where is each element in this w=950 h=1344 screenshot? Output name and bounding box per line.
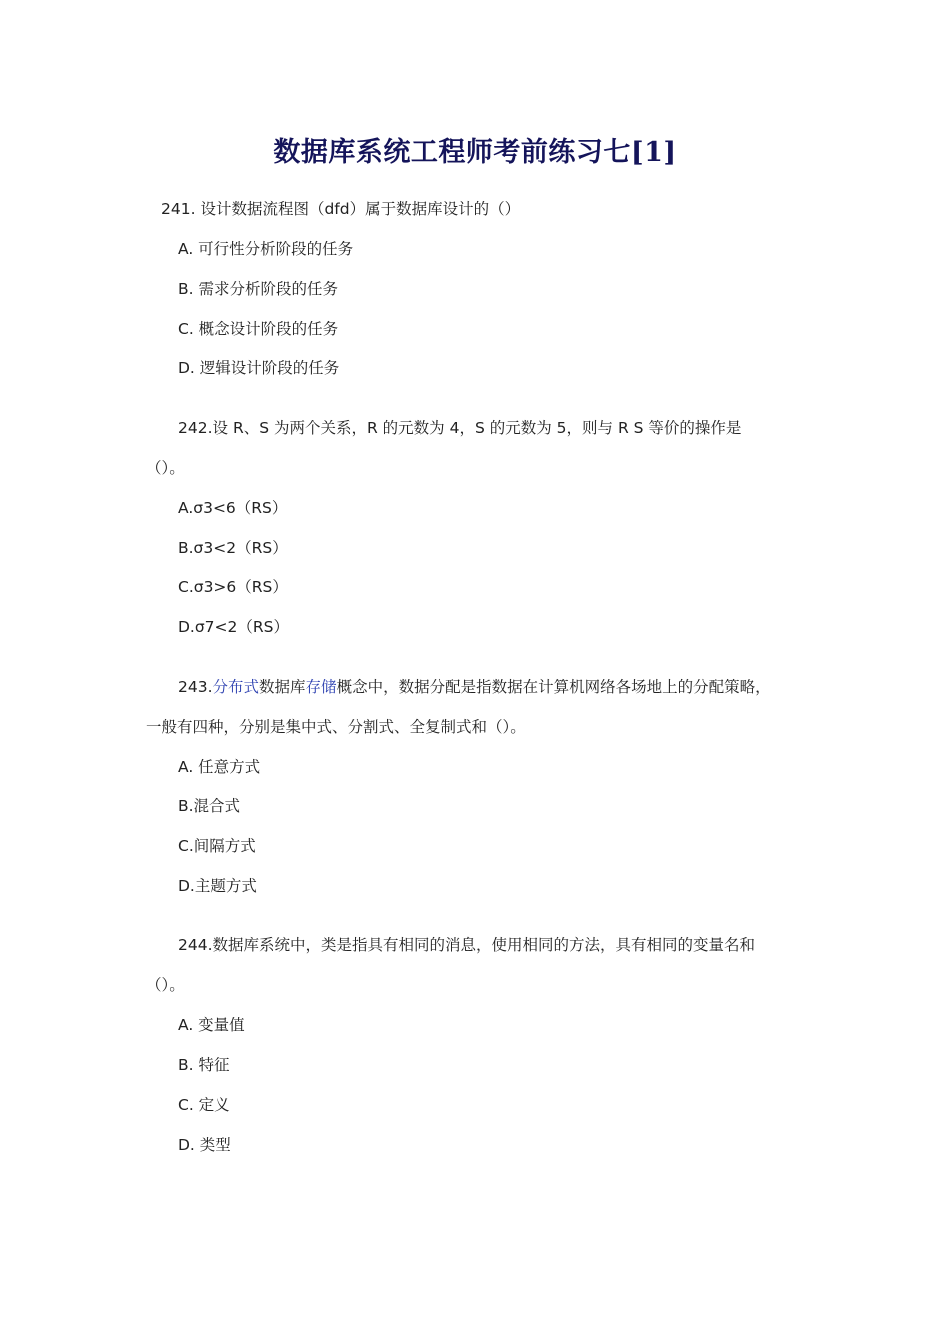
option-241-d: D. 逻辑设计阶段的任务 — [178, 359, 340, 377]
link-distributed[interactable]: 分布式 — [212, 678, 260, 696]
option-244-c: C. 定义 — [178, 1096, 230, 1114]
stem-243-rest: 概念中，数据分配是指数据在计算机网络各场地上的分配策略， — [336, 678, 771, 696]
option-241-a: A. 可行性分析阶段的任务 — [178, 240, 354, 258]
option-243-a: A. 任意方式 — [178, 758, 261, 776]
question-stem-244-cont: （）。 — [146, 976, 185, 994]
option-243-b: B.混合式 — [178, 797, 241, 815]
option-242-d: D.σ7<2（RS） — [178, 618, 290, 636]
option-242-c: C.σ3>6（RS） — [178, 578, 288, 596]
question-stem-242: 242.设 R、S 为两个关系，R 的元数为 4，S 的元数为 5，则与 R S 等价的操作是 — [178, 419, 742, 437]
stem-243-mid: 数据库 — [259, 678, 306, 696]
option-244-d: D. 类型 — [178, 1136, 231, 1154]
question-stem-242-cont: （）。 — [146, 459, 185, 477]
option-242-b: B.σ3<2（RS） — [178, 539, 288, 557]
page-title: 数据库系统工程师考前练习七[1] — [273, 137, 677, 168]
link-storage[interactable]: 存储 — [305, 678, 337, 696]
option-241-c: C. 概念设计阶段的任务 — [178, 320, 339, 338]
question-stem-243 — [178, 677, 771, 697]
question-stem-244: 244.数据库系统中，类是指具有相同的消息，使用相同的方法，具有相同的变量名和 — [178, 936, 756, 954]
option-243-c: C.间隔方式 — [178, 837, 256, 855]
question-stem-241: 241. 设计数据流程图（dfd）属于数据库设计的（） — [161, 200, 521, 218]
question-stem-243-cont: 一般有四种，分别是集中式、分割式、全复制式和（）。 — [146, 718, 526, 736]
option-241-b: B. 需求分析阶段的任务 — [178, 280, 338, 298]
option-243-d: D.主题方式 — [178, 877, 257, 895]
option-242-a: A.σ3<6（RS） — [178, 499, 288, 517]
stem-243-prefix: 243. — [178, 678, 213, 696]
option-244-b: B. 特征 — [178, 1056, 230, 1074]
option-244-a: A. 变量值 — [178, 1016, 245, 1034]
